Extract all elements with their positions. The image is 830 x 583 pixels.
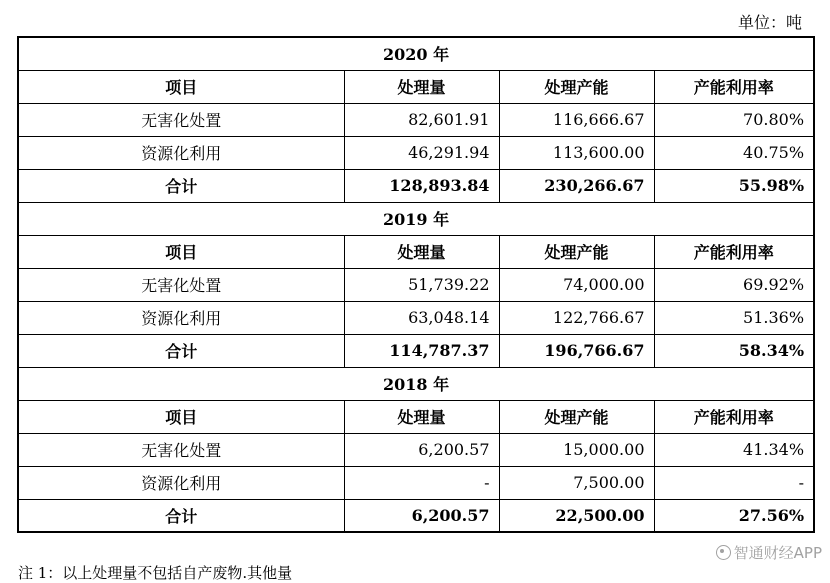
volume-cell: 128,893.84 (344, 169, 499, 202)
volume-cell: 63,048.14 (344, 301, 499, 334)
volume-cell: 82,601.91 (344, 103, 499, 136)
year-heading: 2020 年 (18, 37, 814, 70)
column-header-volume: 处理量 (344, 235, 499, 268)
utilization-cell: 27.56% (654, 499, 814, 532)
item-cell: 资源化利用 (18, 301, 344, 334)
header-row (18, 70, 814, 103)
column-header-utilization: 产能利用率 (654, 400, 814, 433)
year-row (18, 367, 814, 400)
volume-cell: 6,200.57 (344, 433, 499, 466)
volume-cell: 51,739.22 (344, 268, 499, 301)
year-heading: 2019 年 (18, 202, 814, 235)
capacity-cell: 116,666.67 (499, 103, 654, 136)
item-cell: 无害化处置 (18, 103, 344, 136)
volume-cell: 6,200.57 (344, 499, 499, 532)
watermark-text: 智通财经APP (733, 544, 822, 562)
table-row (18, 466, 814, 499)
table-row (18, 103, 814, 136)
utilization-cell: 51.36% (654, 301, 814, 334)
zhitong-logo-icon (716, 545, 731, 560)
watermark (716, 542, 822, 563)
utilization-cell: 41.34% (654, 433, 814, 466)
item-cell: 合计 (18, 499, 344, 532)
year-row (18, 37, 814, 70)
item-cell: 合计 (18, 334, 344, 367)
item-cell: 无害化处置 (18, 433, 344, 466)
table-row (18, 301, 814, 334)
capacity-cell: 230,266.67 (499, 169, 654, 202)
column-header-capacity: 处理产能 (499, 235, 654, 268)
utilization-cell: 55.98% (654, 169, 814, 202)
utilization-cell: 40.75% (654, 136, 814, 169)
column-header-utilization: 产能利用率 (654, 235, 814, 268)
capacity-utilization-table (17, 36, 815, 533)
table-row (18, 433, 814, 466)
utilization-cell: 70.80% (654, 103, 814, 136)
volume-cell: 46,291.94 (344, 136, 499, 169)
capacity-cell: 122,766.67 (499, 301, 654, 334)
utilization-cell: 58.34% (654, 334, 814, 367)
footnote: 注 1：以上处理量不包括自产废物.其他量 (18, 564, 293, 582)
column-header-utilization: 产能利用率 (654, 70, 814, 103)
total-row (18, 334, 814, 367)
capacity-cell: 113,600.00 (499, 136, 654, 169)
item-cell: 合计 (18, 169, 344, 202)
total-row (18, 499, 814, 532)
item-cell: 资源化利用 (18, 466, 344, 499)
total-row (18, 169, 814, 202)
column-header-volume: 处理量 (344, 70, 499, 103)
unit-label: 单位：吨 (737, 13, 802, 32)
column-header-volume: 处理量 (344, 400, 499, 433)
utilization-cell: - (654, 466, 814, 499)
capacity-cell: 7,500.00 (499, 466, 654, 499)
table-row (18, 268, 814, 301)
item-cell: 无害化处置 (18, 268, 344, 301)
capacity-cell: 22,500.00 (499, 499, 654, 532)
volume-cell: 114,787.37 (344, 334, 499, 367)
header-row (18, 400, 814, 433)
column-header-capacity: 处理产能 (499, 400, 654, 433)
column-header-item: 项目 (18, 400, 344, 433)
volume-cell: - (344, 466, 499, 499)
capacity-cell: 15,000.00 (499, 433, 654, 466)
table-row (18, 136, 814, 169)
column-header-item: 项目 (18, 70, 344, 103)
capacity-cell: 196,766.67 (499, 334, 654, 367)
column-header-item: 项目 (18, 235, 344, 268)
item-cell: 资源化利用 (18, 136, 344, 169)
column-header-capacity: 处理产能 (499, 70, 654, 103)
capacity-cell: 74,000.00 (499, 268, 654, 301)
year-row (18, 202, 814, 235)
utilization-cell: 69.92% (654, 268, 814, 301)
header-row (18, 235, 814, 268)
year-heading: 2018 年 (18, 367, 814, 400)
